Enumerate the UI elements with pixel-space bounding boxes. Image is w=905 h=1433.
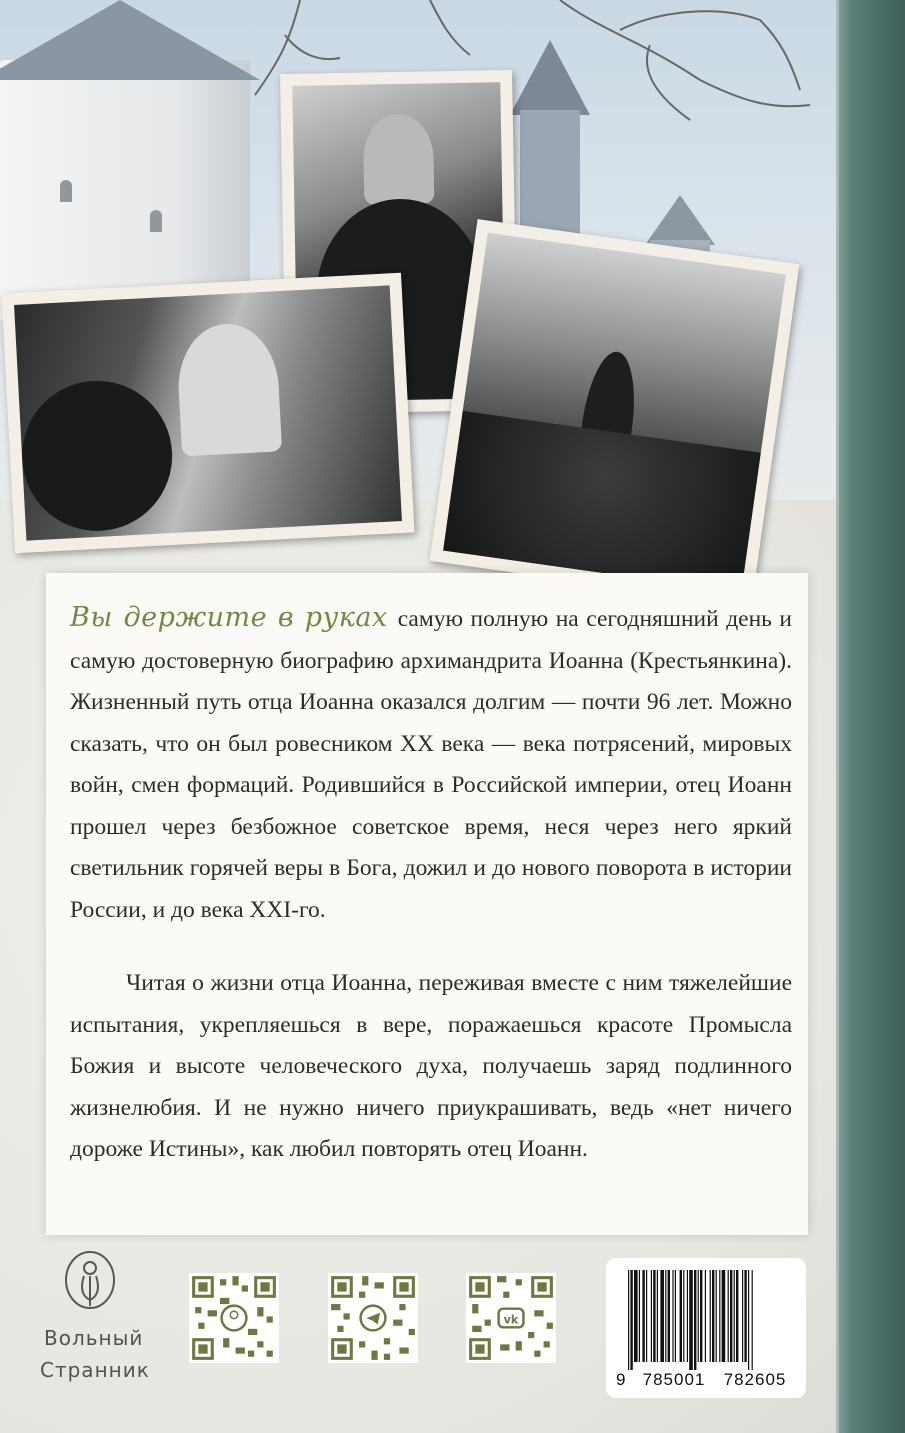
portrait-face [363,113,435,204]
barcode-bar [683,1270,684,1362]
barcode-bar [719,1270,720,1362]
barcode-bar [634,1270,638,1362]
barcode-bar [646,1270,647,1362]
portrait-face [175,321,282,456]
barcode-bar [698,1270,699,1362]
barcode-bar [653,1270,655,1362]
barcode-bar [675,1270,676,1362]
qr-code-telegram[interactable] [328,1273,418,1363]
barcode-bar [680,1270,682,1362]
portrait-hat [18,377,176,535]
barcode-bar [687,1270,688,1362]
barcode-bar [694,1270,696,1370]
vk-icon: vk [503,1313,519,1327]
barcode-bar [710,1270,711,1362]
barcode-bar [628,1270,629,1370]
barcode-bars [620,1270,792,1370]
garden-foliage [443,411,761,593]
publisher-name-line1: Вольный [44,1326,144,1350]
description-panel [46,573,808,1235]
barcode-bar [660,1270,664,1362]
description-paragraph-1-text: самую полную на сегодняшний день и самую достоверную биографию архимандрита Иоанна (Крестьянкина). Жизненный путь отца Иоанна оказался долгим — почти 96 лет. Можно сказать, что он был ровесником XX века — века потрясений, мировых войн, смен формаций. Родившийся в Российской империи, отец Иоанн прошел через безбожное советское время, неся через него яркий светильник горячей веры в Бога, дожил и до нового поворота в истории России, и до века XXI-го. [70,606,792,923]
qr-code-icon [189,1273,279,1363]
qr-code-publisher[interactable] [189,1273,279,1363]
barcode-bar [657,1270,658,1362]
barcode-bar [665,1270,666,1362]
isbn-group-1: 785001 [642,1370,706,1389]
lead-handwritten: Вы держите в руках [70,602,388,633]
publisher-name-line2: Странник [40,1358,150,1382]
publisher-logo-icon [62,1250,118,1314]
barcode-bar [689,1270,693,1370]
barcode-bar [716,1270,717,1362]
barcode-bar [630,1270,632,1370]
barcode-bar [736,1270,738,1362]
isbn-barcode [606,1258,806,1398]
photo-garden-monk [430,219,800,606]
barcode-bar [748,1270,749,1370]
barcode-bar [705,1270,706,1362]
barcode-bar [651,1270,652,1362]
barcode-bar [728,1270,729,1362]
qr-code-icon [466,1273,556,1363]
barcode-bar [752,1270,753,1370]
barcode-bar [742,1270,743,1362]
barcode-bar [744,1270,746,1362]
qr-code-vk[interactable] [466,1273,556,1363]
barcode-bar [672,1270,673,1362]
barcode-bar [700,1270,702,1362]
publisher-logo [40,1250,160,1400]
description-paragraph-1 [70,597,792,931]
barcode-bar [734,1270,735,1362]
barcode-bar [712,1270,714,1362]
book-spine [839,0,905,1433]
description-paragraph-2: Читая о жизни отца Иоанна, переживая вместе с ним тяжелейшие испытания, укрепляешься в вере, поражаешься красоте Промысла Божия и высоте человеческого духа, получаешь заряд подлинного жизнелюбия. И не нужно ничего приукрашивать, ведь «нет ничего дороже Истины», как любил повторять отец Иоанн. [70,970,792,1162]
isbn-first-digit: 9 [616,1370,626,1389]
barcode-bar [722,1270,726,1362]
photo-elder-with-glasses [1,273,414,554]
barcode-bar [730,1270,732,1362]
isbn-group-2: 782605 [723,1370,787,1389]
barcode-bar [642,1270,644,1362]
barcode-bar [668,1270,670,1362]
qr-code-icon [328,1273,418,1363]
barcode-bar [639,1270,640,1362]
